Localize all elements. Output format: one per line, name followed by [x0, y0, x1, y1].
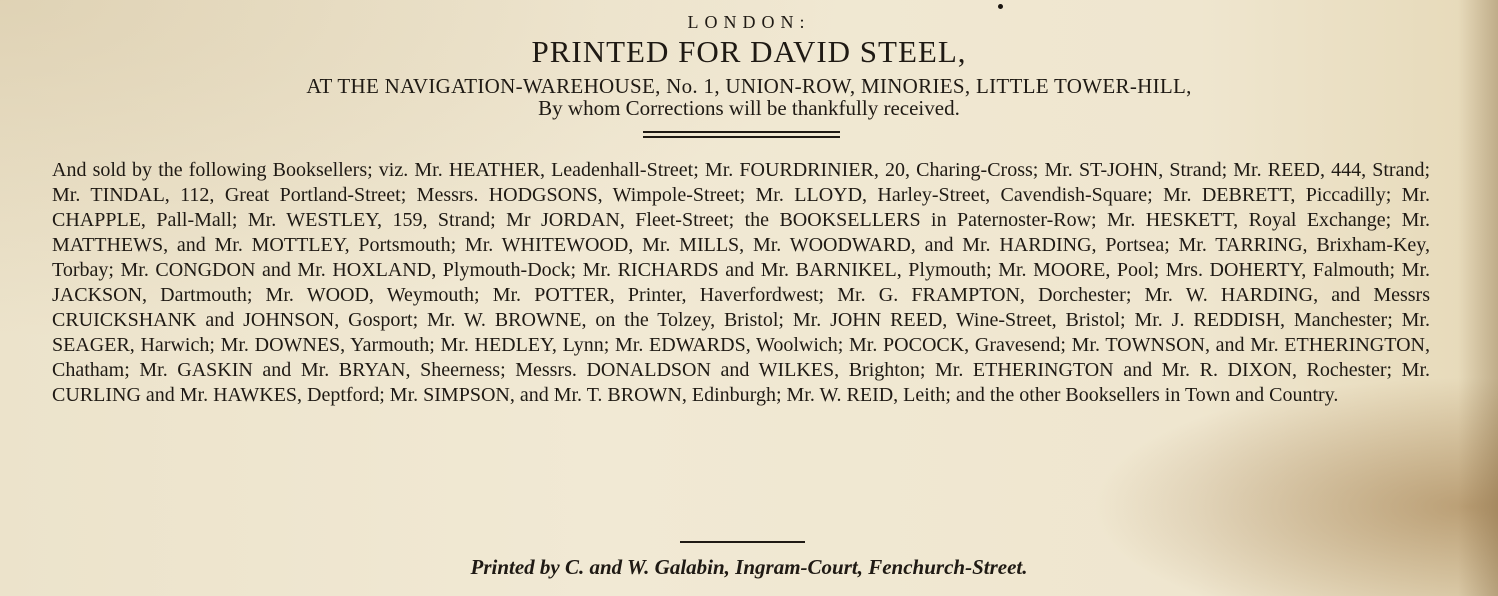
- city-heading: LONDON:: [687, 12, 811, 32]
- booksellers-paragraph: And sold by the following Booksellers; viz. Mr. HEATHER, Leadenhall-Street; Mr. FOURDRINIER, 20, Charing-Cross; Mr. ST-JOHN, Strand; Mr. REED, 444, Strand; Mr. TINDAL, 112, Great Portland-Street; Messrs. HODGSONS, Wimpole-Street; Mr. LLOYD, Harley-Street, Cavendish-Square; Mr. DEBRETT, Piccadilly; Mr. CHAPPLE, Pall-Mall; Mr. WESTLEY, 159, Strand; Mr JORDAN, Fleet-Street; the BOOKSELLERS in Paternoster-Row; Mr. HESKETT, Royal Exchange; Mr. MATTHEWS, and Mr. MOTTLEY, Portsmouth; Mr. WHITEWOOD, Mr. MILLS, Mr. WOODWARD, and Mr. HARDING, Portsea; Mr. TARRING, Brixham-Key, Torbay; Mr. CONGDON and Mr. HOXLAND, Plymouth-Dock; Mr. RICHARDS and Mr. BARNIKEL, Plymouth; Mr. MOORE, Pool; Mrs. DOHERTY, Falmouth; Mr. JACKSON, Dartmouth; Mr. WOOD, Weymouth; Mr. POTTER, Printer, Haverfordwest; Mr. G. FRAMPTON, Dorchester; Mr. W. HARDING, and Messrs CRUICKSHANK and JOHNSON, Gosport; Mr. W. BROWNE, on the Tolzey, Bristol; Mr. JOHN REED, Wine-Street, Bristol; Mr. J. REDDISH, Manchester; Mr. SEAGER, Harwich; Mr. DOWNES, Yarmouth; Mr. HEDLEY, Lynn; Mr. EDWARDS, Woolwich; Mr. POCOCK, Gravesend; Mr. TOWNSON, and Mr. ETHERINGTON, Chatham; Mr. GASKIN and Mr. BRYAN, Sheerness; Messrs. DONALDSON and WILKES, Brighton; Mr. ETHERINGTON and Mr. R. DIXON, Rochester; Mr. CURLING and Mr. HAWKES, Deptford; Mr. SIMPSON, and Mr. T. BROWN, Edinburgh; Mr. W. REID, Leith; and the other Booksellers in Town and Country.: [52, 159, 1430, 406]
- single-rule-divider: [680, 541, 805, 543]
- printer-heading: PRINTED FOR DAVID STEEL,: [531, 34, 967, 69]
- corrections-note: By whom Corrections will be thankfully received.: [538, 96, 960, 120]
- printer-address: AT THE NAVIGATION-WAREHOUSE, No. 1, UNION-ROW, MINORIES, LITTLE TOWER-HILL,: [306, 74, 1192, 98]
- double-rule-divider: [643, 131, 840, 138]
- printer-imprint: Printed by C. and W. Galabin, Ingram-Court, Fenchurch-Street.: [470, 555, 1028, 579]
- ink-spot: [998, 4, 1003, 9]
